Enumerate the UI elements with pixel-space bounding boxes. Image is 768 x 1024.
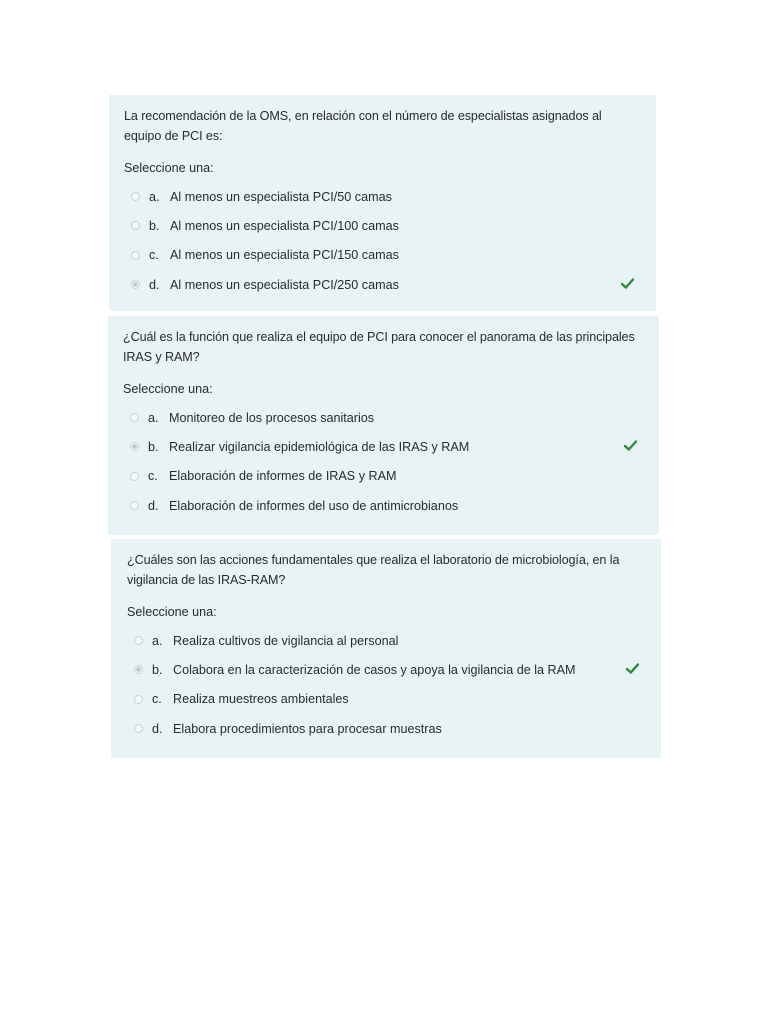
question-3 [111,539,661,758]
radio-button-selected[interactable] [131,280,140,289]
answer-text: Elaboración de informes del uso de antimicrobianos [169,498,459,513]
radio-button[interactable] [130,413,139,422]
question-text: ¿Cuál es la función que realiza el equipo de PCI para conocer el panorama de las principales IRAS y RAM? [123,330,635,364]
answer-option-a[interactable] [124,182,642,211]
question-2 [108,316,659,535]
answer-text: Realiza cultivos de vigilancia al personal [173,633,399,648]
answer-text: Colabora en la caracterización de casos y apoya la vigilancia de la RAM [173,662,576,677]
select-prompt: Seleccione una: [123,382,213,396]
answer-text: Monitoreo de los procesos sanitarios [169,410,375,425]
answer-letter: d. [148,498,159,513]
answer-letter: c. [149,248,159,263]
answer-letter: b. [148,439,159,454]
answer-list [124,182,642,299]
select-prompt: Seleccione una: [127,605,217,619]
radio-button-selected[interactable] [134,665,143,674]
answer-text: Realiza muestreos ambientales [173,692,349,707]
answer-text: Elabora procedimientos para procesar muestras [173,721,442,736]
radio-button[interactable] [134,636,143,645]
answer-letter: a. [148,410,159,425]
select-prompt: Seleccione una: [124,161,214,175]
radio-button[interactable] [131,192,140,201]
answer-letter: d. [149,277,160,292]
answer-letter: d. [152,721,163,736]
check-icon [624,440,637,451]
answer-option-d[interactable] [124,270,642,299]
answer-option-c[interactable] [127,685,647,714]
answer-text: Elaboración de informes de IRAS y RAM [169,469,397,484]
radio-button[interactable] [134,724,143,733]
radio-button[interactable] [131,251,140,260]
answer-letter: c. [152,692,162,707]
radio-button[interactable] [134,695,143,704]
question-text: ¿Cuáles son las acciones fundamentales que realiza el laboratorio de microbiología, en la vigilancia de las IRAS-RAM? [127,553,620,587]
check-icon [621,278,634,289]
answer-text: Realizar vigilancia epidemiológica de las IRAS y RAM [169,439,470,454]
answer-option-b[interactable] [124,211,642,240]
answer-option-a[interactable] [127,626,647,655]
radio-button[interactable] [130,501,139,510]
check-icon [626,663,639,674]
answer-option-d[interactable] [127,714,647,743]
answer-list [127,626,647,743]
answer-text: Al menos un especialista PCI/250 camas [170,277,399,292]
question-text: La recomendación de la OMS, en relación con el número de especialistas asignados al equipo de PCI es: [124,109,602,143]
answer-option-a[interactable] [123,403,645,432]
answer-letter: b. [149,218,160,233]
radio-button[interactable] [131,221,140,230]
answer-letter: b. [152,662,163,677]
answer-list [123,403,645,520]
answer-option-c[interactable] [123,462,645,491]
radio-button[interactable] [130,472,139,481]
answer-option-b[interactable] [123,432,645,461]
answer-letter: c. [148,469,158,484]
radio-button-selected[interactable] [130,442,139,451]
answer-option-b[interactable] [127,655,647,684]
answer-text: Al menos un especialista PCI/100 camas [170,218,399,233]
answer-text: Al menos un especialista PCI/150 camas [170,248,399,263]
answer-text: Al menos un especialista PCI/50 camas [170,189,392,204]
answer-option-c[interactable] [124,241,642,270]
question-1 [109,95,656,311]
answer-letter: a. [152,633,163,648]
answer-letter: a. [149,189,160,204]
answer-option-d[interactable] [123,491,645,520]
